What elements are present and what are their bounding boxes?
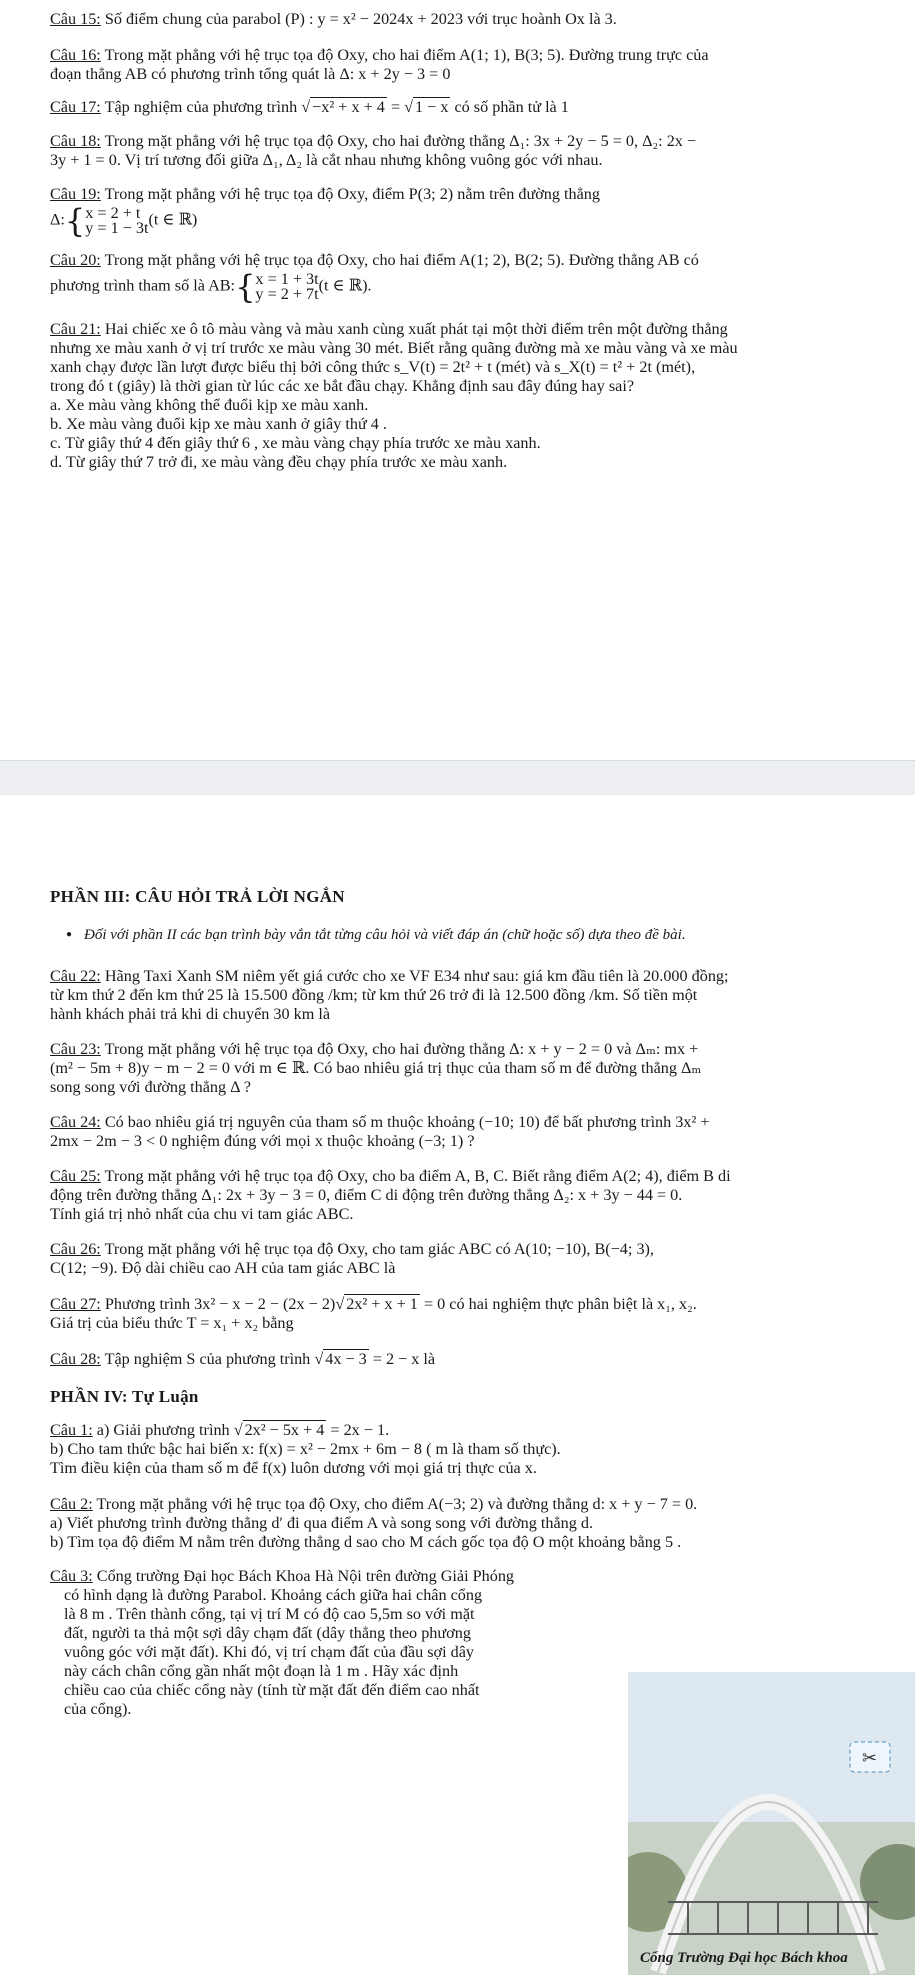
question-text: Số điểm chung của parabol (P) : y = x² − 2024x + 2023 với trục hoành Ox là 3. xyxy=(104,10,617,28)
question-number: Câu 15: xyxy=(50,10,101,28)
question-text: Phương trình 3x² − x − 2 − (2x − 2) xyxy=(104,1295,336,1313)
question-17: Câu 17: Tập nghiệm của phương trình √ −x² + x + 4 = √ 1 − x có số phần tử là 1 xyxy=(50,98,569,116)
question-text: xanh chạy được lần lượt được biểu thị bởi công thức s_V(t) = 2t² + t (mét) và s_X(t) = t² + 2t (mét), xyxy=(50,358,696,376)
question-text: = 0 có hai nghiệm thực phân biệt là x₁, x₂. xyxy=(419,1295,697,1313)
question-text: hành khách phải trả khi di chuyển 30 km là xyxy=(50,1005,331,1023)
radicand: 1 − x xyxy=(415,98,449,116)
statement-a: a. Xe màu vàng không thể đuổi kịp xe màu xanh. xyxy=(50,396,369,414)
question-27: Câu 27: Phương trình 3x² − x − 2 − (2x − 2)√ 2x² + x + 1 = 0 có hai nghiệm thực phân biệt là x₁, x₂. Giá trị của biểu thức T = x₁ + x₂ bằng xyxy=(50,1295,870,1333)
system-row: y = 2 + 7t xyxy=(255,285,319,303)
question-text: đất, người ta thả một sợi dây chạm đất (dây thẳng theo phương xyxy=(64,1624,471,1642)
question-text: 3y + 1 = 0. Vị trí tương đối giữa Δ₁, Δ₂ là cắt nhau nhưng không vuông góc với nhau. xyxy=(50,151,603,169)
question-text: Trong mặt phẳng với hệ trục tọa độ Oxy, cho ba điểm A, B, C. Biết rằng điểm A(2; 4), điểm B di xyxy=(104,1167,731,1185)
question-number: Câu 23: xyxy=(50,1040,101,1058)
question-19: Câu 19: Trong mặt phẳng với hệ trục tọa độ Oxy, điểm P(3; 2) nằm trên đường thẳng Δ:{ x = 2 + t y = 1 − 3t (t ∈ ℝ) xyxy=(50,185,600,240)
gate-photo xyxy=(628,1672,915,1975)
question-number: Câu 28: xyxy=(50,1350,101,1368)
statement-b: b. Xe màu vàng đuổi kịp xe màu xanh ở giây thứ 4 . xyxy=(50,415,387,433)
question-number: Câu 27: xyxy=(50,1295,101,1313)
question-text: nhưng xe màu xanh ở vị trí trước xe màu vàng 30 mét. Biết rằng quãng đường mà xe màu vàng và xe màu xyxy=(50,339,738,357)
question-number: Câu 1: xyxy=(50,1421,93,1439)
question-18 xyxy=(50,132,870,170)
system-row: x = 2 + t xyxy=(85,204,141,222)
question-text: = 2x − 1. xyxy=(326,1421,390,1439)
parameter-domain: (t ∈ ℝ) xyxy=(148,210,198,229)
question-number: Câu 22: xyxy=(50,967,101,985)
question-text: Cổng trường Đại học Bách Khoa Hà Nội trên đường Giải Phóng xyxy=(96,1567,515,1585)
question-number: Câu 21: xyxy=(50,320,101,338)
question-number: Câu 16: xyxy=(50,46,101,64)
radicand: −x² + x + 4 xyxy=(312,98,385,116)
radicand: 2x² + x + 1 xyxy=(346,1295,418,1313)
question-number: Câu 24: xyxy=(50,1113,101,1131)
question-text: Tập nghiệm S của phương trình xyxy=(104,1350,315,1368)
question-24 xyxy=(50,1113,870,1151)
parameter-domain: (t ∈ ℝ). xyxy=(318,276,372,295)
photo-caption: Cổng Trường Đại học Bách khoa xyxy=(640,1950,848,1966)
question-number: Câu 26: xyxy=(50,1240,101,1258)
radicand: 2x² − 5x + 4 xyxy=(244,1421,325,1439)
essay-1: Câu 1: a) Giải phương trình √ 2x² − 5x + 4 = 2x − 1. b) Cho tam thức bậc hai biến x: f(x) = x² − 2mx + 6m − 8 ( m là tham số thực). Tìm điều kiện của tham số m để f(x) luôn dương với mọi giá trị thực của x. xyxy=(50,1421,870,1478)
system-row: y = 1 − 3t xyxy=(85,219,149,237)
question-text: a) Viết phương trình đường thẳng d′ đi qua điểm A và song song với đường thẳng d. xyxy=(50,1514,594,1532)
question-text: Trong mặt phẳng với hệ trục tọa độ Oxy, cho hai điểm A(1; 1), B(3; 5). Đường trung trực của xyxy=(104,46,709,64)
question-text: = 2 − x là xyxy=(368,1350,436,1368)
section-title-4: PHẦN IV: Tự Luận xyxy=(50,1387,199,1406)
question-text: Trong mặt phẳng với hệ trục tọa độ Oxy, cho hai điểm A(1; 2), B(2; 5). Đường thẳng AB có xyxy=(104,251,699,269)
question-text: Giá trị của biểu thức T = x₁ + x₂ bằng xyxy=(50,1314,294,1332)
question-text: động trên đường thẳng Δ₁: 2x + 3y − 3 = 0, điểm C di động trên đường thẳng Δ₂: x + 3y − 44 = 0. xyxy=(50,1186,683,1204)
question-text: là 8 m . Trên thành cổng, tại vị trí M có độ cao 5,5m so với mặt xyxy=(64,1605,475,1623)
svg-text:✂: ✂ xyxy=(862,1748,878,1769)
line-label: Δ: xyxy=(50,210,65,229)
section-title: PHẦN III: CÂU HỎI TRẢ LỜI NGẮN xyxy=(50,887,345,906)
question-number: Câu 3: xyxy=(50,1567,93,1585)
question-text: Trong mặt phẳng với hệ trục tọa độ Oxy, cho hai đường thẳng Δ: x + y − 2 = 0 và Δₘ: mx + xyxy=(104,1040,699,1058)
question-number: Câu 20: xyxy=(50,251,101,269)
question-text: có số phần tử là 1 xyxy=(450,98,569,116)
question-text: Trong mặt phẳng với hệ trục tọa độ Oxy, cho tam giác ABC có A(10; −10), B(−4; 3), xyxy=(104,1240,654,1258)
question-20: Câu 20: Trong mặt phẳng với hệ trục tọa độ Oxy, cho hai điểm A(1; 2), B(2; 5). Đường thẳng AB có phương trình tham số là AB:{ x = 1 + 3t y = 2 + 7t (t ∈ ℝ). xyxy=(50,251,699,306)
question-number: Câu 25: xyxy=(50,1167,101,1185)
question-text: vuông góc với mặt đất). Khi đó, vị trí chạm đất của đầu sợi dây xyxy=(64,1643,475,1661)
question-16 xyxy=(50,46,870,84)
question-text: Tìm điều kiện của tham số m để f(x) luôn dương với mọi giá trị thực của x. xyxy=(50,1459,537,1477)
question-number: Câu 2: xyxy=(50,1495,93,1513)
question-number: Câu 17: xyxy=(50,98,101,116)
question-text: C(12; −9). Độ dài chiều cao AH của tam giác ABC là xyxy=(50,1259,396,1277)
question-28: Câu 28: Tập nghiệm S của phương trình √ 4x − 3 = 2 − x là xyxy=(50,1350,436,1368)
question-26 xyxy=(50,1240,870,1278)
question-text: trong đó t (giây) là thời gian từ lúc các xe bắt đầu chạy. Khẳng định sau đây đúng hay sai? xyxy=(50,377,635,395)
question-text: Có bao nhiêu giá trị nguyên của tham số m thuộc khoảng (−10; 10) để bất phương trình 3x² + xyxy=(104,1113,710,1131)
question-text: Trong mặt phẳng với hệ trục tọa độ Oxy, cho điểm A(−3; 2) và đường thẳng d: x + y − 7 = 0. xyxy=(96,1495,698,1513)
page-separator xyxy=(0,760,915,796)
question-text: phương trình tham số là AB: xyxy=(50,276,236,295)
question-22 xyxy=(50,967,870,1024)
section-note: ● Đối với phần II các bạn trình bày vắn tắt từng câu hỏi và viết đáp án (chữ hoặc số) dựa theo đề bài. xyxy=(84,927,686,944)
essay-3 xyxy=(50,1567,620,1719)
question-21 xyxy=(50,320,870,472)
question-text: Trong mặt phẳng với hệ trục tọa độ Oxy, điểm P(3; 2) nằm trên đường thẳng xyxy=(104,185,600,203)
question-number: Câu 18: xyxy=(50,132,101,150)
system-row: x = 1 + 3t xyxy=(255,270,319,288)
question-text: đoạn thẳng AB có phương trình tổng quát là Δ: x + 2y − 3 = 0 xyxy=(50,65,451,83)
question-text: a) Giải phương trình xyxy=(96,1421,234,1439)
question-text: có hình dạng là đường Parabol. Khoảng cách giữa hai chân cổng xyxy=(64,1586,483,1604)
question-text: (m² − 5m + 8)y − m − 2 = 0 với m ∈ ℝ. Có bao nhiêu giá trị thục của tham số m để đường thẳng Δₘ xyxy=(50,1059,702,1077)
question-text: chiều cao của chiếc cổng này (tính từ mặt đất đến điểm cao nhất xyxy=(64,1681,480,1699)
page-top xyxy=(0,0,915,760)
question-text: Hai chiếc xe ô tô màu vàng và màu xanh cùng xuất phát tại một thời điểm trên một đường thẳng xyxy=(104,320,728,338)
question-15 xyxy=(50,10,870,29)
statement-c: c. Từ giây thứ 4 đến giây thứ 6 , xe màu vàng chạy phía trước xe màu xanh. xyxy=(50,434,541,452)
question-text: này cách chân cổng gần nhất một đoạn là 1 m . Hãy xác định xyxy=(64,1662,459,1680)
essay-2 xyxy=(50,1495,870,1552)
gate-illustration xyxy=(628,1672,915,1975)
question-text: song song với đường thẳng Δ ? xyxy=(50,1078,251,1096)
radicand: 4x − 3 xyxy=(325,1350,367,1368)
question-text: Hãng Taxi Xanh SM niêm yết giá cước cho xe VF E34 như sau: giá km đầu tiên là 20.000 đồng; xyxy=(104,967,729,985)
question-text: của cổng). xyxy=(64,1700,132,1718)
question-number: Câu 19: xyxy=(50,185,101,203)
question-23 xyxy=(50,1040,870,1097)
question-25 xyxy=(50,1167,870,1224)
question-text: Trong mặt phẳng với hệ trục tọa độ Oxy, cho hai đường thẳng Δ₁: 3x + 2y − 5 = 0, Δ₂: 2x − xyxy=(104,132,697,150)
question-text: b) Cho tam thức bậc hai biến x: f(x) = x² − 2mx + 6m − 8 ( m là tham số thực). xyxy=(50,1440,561,1458)
question-text: từ km thứ 2 đến km thứ 25 là 15.500 đồng /km; từ km thứ 26 trở đi là 12.500 đồng /km. Số tiền một xyxy=(50,986,698,1004)
question-text: Tập nghiệm của phương trình xyxy=(104,98,302,116)
question-text: Tính giá trị nhỏ nhất của chu vi tam giác ABC. xyxy=(50,1205,354,1223)
question-text: 2mx − 2m − 3 < 0 nghiệm đúng với mọi x thuộc khoảng (−3; 1) ? xyxy=(50,1132,475,1150)
question-text: b) Tìm tọa độ điểm M nằm trên đường thẳng d sao cho M cách gốc tọa độ O một khoảng bằng 5 . xyxy=(50,1533,682,1551)
statement-d: d. Từ giây thứ 7 trở đi, xe màu vàng đều chạy phía trước xe màu xanh. xyxy=(50,453,508,471)
